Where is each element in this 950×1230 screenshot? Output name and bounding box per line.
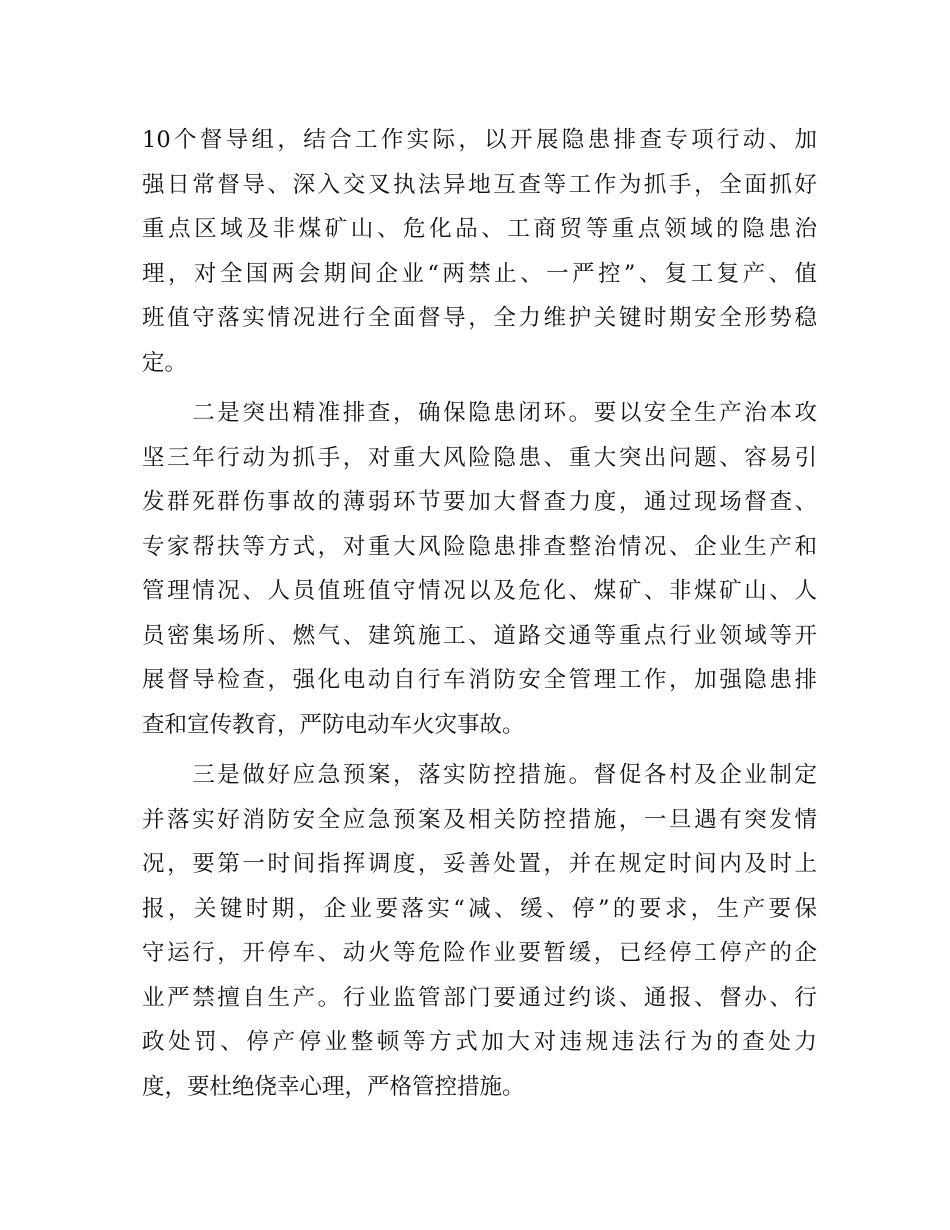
text-line: 并落实好消防安全应急预案及相关防控措施，一旦遇有突发情	[142, 806, 817, 833]
text-line: 强日常督导、深入交叉执法异地互查等工作为抓手，全面抓好	[142, 171, 817, 198]
text-line: 定。	[142, 349, 188, 376]
text-line: 政处罚、停产停业整顿等方式加大对违规违法行为的查处力	[142, 1029, 817, 1055]
text-line: 员密集场所、燃气、建筑施工、道路交通等重点行业领域等开	[142, 622, 817, 649]
text-line: 班值守落实情况进行全面督导，全力维护关键时期安全形势稳	[142, 305, 817, 331]
text-line: 管理情况、人员值班值守情况以及危化、煤矿、非煤矿山、人	[142, 578, 817, 604]
text-line: 发群死群伤事故的薄弱环节要加大督查力度，通过现场督查、	[142, 489, 817, 515]
text-line: 况，要第一时间指挥调度，妥善处置，并在规定时间内及时上	[142, 851, 817, 877]
paragraph-1	[142, 118, 817, 385]
text-line: 业严禁擅自生产。行业监管部门要通过约谈、通报、督办、行	[142, 984, 817, 1011]
text-line: 二是突出精准排查，确保隐患闭环。要以安全生产治本攻	[142, 400, 817, 426]
text-line: 理，对全国两会期间企业“两禁止、一严控”、复工复产、值	[142, 260, 817, 287]
text-line: 报，关键时期，企业要落实“减、缓、停”的要求，生产要保	[142, 895, 817, 922]
text-line: 展督导检查，强化电动自行车消防安全管理工作，加强隐患排	[142, 667, 817, 693]
text-line: 守运行，开停车、动火等危险作业要暂缓，已经停工停产的企	[142, 940, 817, 966]
document-body	[142, 118, 817, 1109]
text-line: 10个督导组，结合工作实际，以开展隐患排查专项行动、加	[142, 127, 817, 153]
text-line: 重点区域及非煤矿山、危化品、工商贸等重点领域的隐患治	[142, 216, 817, 242]
text-line: 度，要杜绝侥幸心理，严格管控措施。	[142, 1073, 525, 1100]
paragraph-2	[142, 391, 817, 747]
text-line: 查和宣传教育，严防电动车火灾事故。	[142, 711, 525, 738]
text-line: 专家帮扶等方式，对重大风险隐患排查整治情况、企业生产和	[142, 533, 817, 560]
text-line: 坚三年行动为抓手，对重大风险隐患、重大突出问题、容易引	[142, 444, 817, 471]
paragraph-3	[142, 753, 817, 1109]
text-line: 三是做好应急预案，落实防控措施。督促各村及企业制定	[142, 762, 817, 788]
